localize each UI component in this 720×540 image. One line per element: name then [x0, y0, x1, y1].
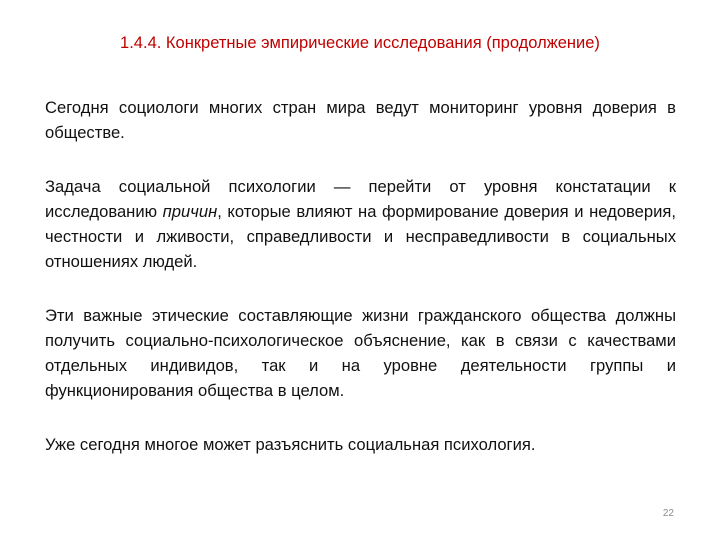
paragraph-task: [45, 174, 676, 274]
paragraph-task-end: , которые влияют на формирование доверия и недоверия, честности и лживости, справедливости и несправедливости в социальных отношениях людей.: [45, 202, 677, 271]
paragraph-task-emphasis: причин: [162, 202, 218, 221]
page-number: 22: [662, 508, 674, 519]
slide-body: [45, 95, 676, 457]
paragraph-conclusion: Уже сегодня многое может разъяснить социальная психология.: [45, 435, 536, 454]
paragraph-ethics: Эти важные этические составляющие жизни гражданского общества должны получить социально-психологическое объяснение, как в связи с качествами отдельных индивидов, так и на уровне деятельности группы и функционирования общества в целом.: [45, 306, 676, 400]
paragraph-task-start: Задача социальной психологии — перейти от уровня констатации к исследованию: [45, 177, 676, 221]
paragraph-monitoring: Сегодня социологи многих стран мира ведут мониторинг уровня доверия в обществе.: [45, 98, 676, 142]
slide-title: 1.4.4. Конкретные эмпирические исследования (продолжение): [120, 34, 600, 52]
